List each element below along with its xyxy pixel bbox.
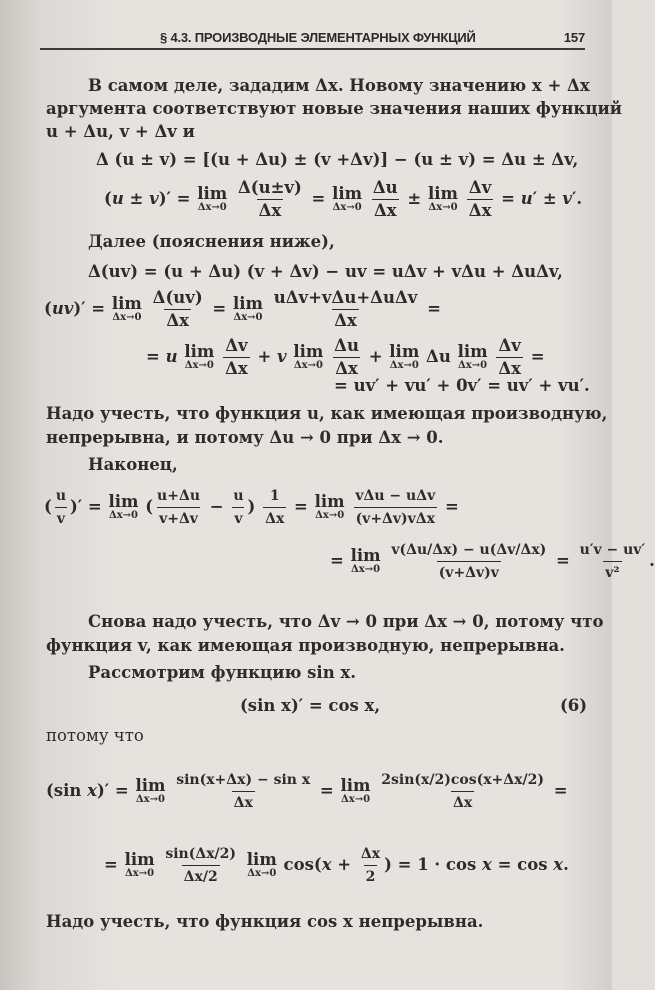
formula-derivative-product: (uv)′ = lim Δx→0 $\frac{\Delta(uv)}{\Delta x}$ = lim Δx→0 $\frac{\text{uΔv+vΔu+ΔuΔv}}{\Delta x}$ =: [44, 288, 441, 330]
paragraph-line: Рассмотрим функцию sin x.: [88, 663, 357, 682]
running-header: [40, 26, 585, 50]
paragraph-line: непрерывна, и потому Δu → 0 при Δx → 0.: [46, 428, 444, 447]
paragraph-line: u + Δu, v + Δv и: [46, 122, 195, 141]
formula-quotient-result: = lim Δx→0 $\frac{v(\Delta u/\Delta x) - u(\Delta v/\Delta x)}{(v+\Delta v)v}$ = $\frac{u'v - uv'}{\text{v²}}$ .: [330, 542, 655, 581]
paragraph-line: Надо учесть, что функция u, как имеющая производную,: [46, 404, 608, 423]
formula-product-result: = uv′ + vu′ + 0v′ = uv′ + vu′.: [334, 376, 590, 395]
formula-increment-product: Δ(uv) = (u + Δu) (v + Δv) − uv = uΔv + vΔu + ΔuΔv,: [88, 262, 563, 281]
paragraph-line: Далее (пояснения ниже),: [88, 232, 335, 251]
formula-derivative-sum: (u ± v)′ = lim Δx→0 $\frac{\Delta(u\pm v)}{\Delta x}$ = lim Δx→0 $\frac{\Delta u}{\Delta x}$ ± lim Δx→0 $\frac{\Delta v}{\Delta x}$ = u′ ± v′.: [104, 178, 583, 220]
formula-sin-limit: (sin x)′ = lim Δx→0 $\frac{\text{sin(x+Δx) − sin x}}{\Delta x}$ = lim Δx→0 $\frac{2\sin(x/2)\cos(x+\Delta x/2)}{\Delta x}$ =: [46, 772, 568, 811]
formula-derivative-quotient: ( $\frac{u}{v}$ )′ = lim Δx→0 ( $\frac{u+\Delta u}{v+\Delta v}$ − $\frac{u}{v}$ ) $\frac{1}{\Delta x}$ = lim Δx→0 $\frac{\text{vΔu − uΔv}}{\text{(v+Δv)vΔx}}$ =: [44, 488, 459, 527]
paragraph-line: аргумента соответствуют новые значения наших функций: [46, 99, 622, 118]
paragraph-line: потому что: [46, 726, 144, 745]
paragraph-line: Наконец,: [88, 455, 178, 474]
page-number: 157: [563, 30, 585, 45]
section-title: § 4.3. ПРОИЗВОДНЫЕ ЭЛЕМЕНТАРНЫХ ФУНКЦИЙ: [160, 30, 476, 45]
paragraph-line: Надо учесть, что функция cos x непрерывна.: [46, 912, 484, 931]
paragraph-line: Снова надо учесть, что Δv → 0 при Δx → 0, потому что: [88, 612, 604, 631]
formula-derivative-product-cont: = u lim Δx→0 $\frac{\Delta v}{\Delta x}$ + v lim Δx→0 $\frac{\Delta u}{\Delta x}$ + lim Δx→0 Δu lim Δx→0 $\frac{\Delta v}{\Delta x}$ =: [146, 336, 545, 378]
formula-sin-result: = lim Δx→0 $\frac{\sin(\Delta x/2)}{\Delta x/2}$ lim Δx→0 cos(x + $\frac{\Delta x}{2}$ ) = 1 · cos x = cos x.: [104, 846, 569, 885]
paragraph-line: функция v, как имеющая производную, непрерывна.: [46, 636, 565, 655]
equation-number: (6): [560, 696, 588, 715]
formula-sin-derivative: (sin x)′ = cos x,: [240, 696, 381, 715]
formula-increment-sum: Δ (u ± v) = [(u + Δu) ± (v +Δv)] − (u ± v) = Δu ± Δv,: [96, 150, 579, 169]
paragraph-line: В самом деле, зададим Δx. Новому значению x + Δx: [88, 76, 590, 95]
